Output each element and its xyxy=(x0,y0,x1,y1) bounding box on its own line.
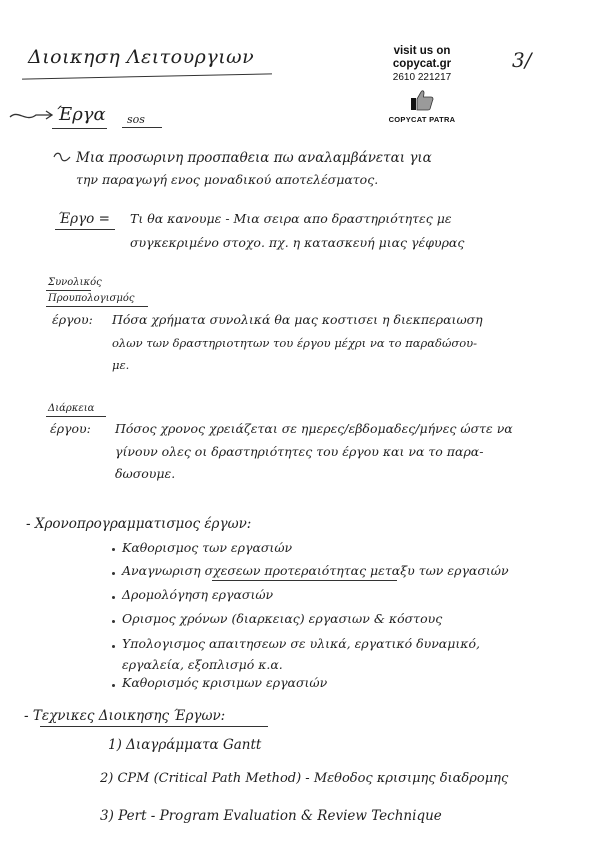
logo-caption: COPYCAT PATRA xyxy=(388,115,456,124)
duration-line-1: Πόσος χρονος χρειάζεται σε ημερες/εβδομαδες/μήνες ώστε να xyxy=(115,421,513,436)
ergo-label: Έργο = xyxy=(58,211,110,227)
budget-label-3: έργου: xyxy=(52,312,93,327)
bullet-icon xyxy=(112,596,115,599)
logo-line2: copycat.gr xyxy=(392,58,452,70)
ergo-underline xyxy=(55,229,115,230)
sos-underline xyxy=(122,127,162,128)
scheduling-item-5: Υπολογισμος απαιτησεων σε υλικά, εργατικό δυναμικό, xyxy=(122,636,480,651)
bullet-icon xyxy=(112,572,115,575)
heading-underline xyxy=(52,128,107,129)
duration-label-1: Διάρκεια xyxy=(48,403,95,414)
thumbs-up-icon xyxy=(409,87,435,113)
technique-item-2: 2) CPM (Critical Path Method) - Μεθοδος κρισιμης διαδρομης xyxy=(100,771,509,786)
scheduling-item-3: Δρομολόγηση εργασιών xyxy=(122,587,274,602)
ergo-line-1: Τι θα κανουμε - Μια σειρα απο δραστηριότητες με xyxy=(130,211,452,226)
arrow-icon xyxy=(8,105,56,125)
scheduling-item-5-cont: εργαλεία, εξοπλισμό κ.α. xyxy=(122,657,283,672)
techniques-heading: - Τεχνικες Διοικησης Έργων: xyxy=(24,708,226,724)
budget-line-3: με. xyxy=(112,358,130,372)
duration-underline xyxy=(46,416,106,417)
duration-label-2: έργου: xyxy=(50,421,91,436)
budget-underline-1 xyxy=(46,290,91,291)
ergo-line-2: συγκεκριμένο στοχο. πχ. η κατασκευή μιας γέφυρας xyxy=(130,235,465,250)
page-number: 3/ xyxy=(512,48,532,72)
duration-line-2: γίνουν ολες οι δραστηριότητες του έργου και να το παρα- xyxy=(115,444,484,459)
section-heading-erga: Έργα xyxy=(56,104,106,125)
page-title: Διοικηση Λειτουργιων xyxy=(28,46,255,68)
budget-underline-2 xyxy=(46,306,148,307)
scheduling-item-6: Καθορισμός κρισιμων εργασιών xyxy=(122,675,328,690)
budget-label-1: Συνολικός xyxy=(48,277,102,288)
scheduling-item-2-underline xyxy=(212,580,397,581)
right-arrow-icon xyxy=(52,150,72,164)
budget-line-2: ολων των δραστηριοτητων του έργου μέχρι να το παραδώσου- xyxy=(112,336,478,350)
technique-item-1: 1) Διαγράμματα Gantt xyxy=(108,737,262,753)
budget-label-2: Προυπολογισμός xyxy=(48,293,135,304)
scheduling-item-4: Ορισμος χρόνων (διαρκειας) εργασιων & κόστους xyxy=(122,611,443,626)
bullet-icon xyxy=(112,645,115,648)
bullet-icon xyxy=(112,548,115,551)
definition-line-2: την παραγωγή ενος μοναδικού αποτελέσματος. xyxy=(76,172,379,187)
sos-note: sos xyxy=(127,113,145,126)
technique-item-3: 3) Pert - Program Evaluation & Review Technique xyxy=(100,808,442,824)
logo-line1: visit us on xyxy=(393,45,451,57)
budget-line-1: Πόσα χρήματα συνολικά θα μας κοστισει η διεκπεραιωση xyxy=(112,312,483,327)
bullet-icon xyxy=(112,684,115,687)
duration-line-3: δωσουμε. xyxy=(115,466,176,481)
scheduling-item-2: Αναγνωριση σχεσεων προτεραιότητας μεταξυ των εργασιών xyxy=(122,563,509,578)
scheduling-heading: - Χρονοπρογραμματισμος έργων: xyxy=(26,516,252,532)
copycat-logo xyxy=(372,45,472,124)
techniques-underline xyxy=(40,726,268,727)
title-underline xyxy=(22,73,272,79)
logo-phone: 2610 221217 xyxy=(392,72,452,83)
bullet-icon xyxy=(112,620,115,623)
scheduling-item-1: Καθορισμος των εργασιών xyxy=(122,540,293,555)
definition-line-1: Μια προσωρινη προσπαθεια πω αναλαμβάνεται για xyxy=(76,150,432,166)
